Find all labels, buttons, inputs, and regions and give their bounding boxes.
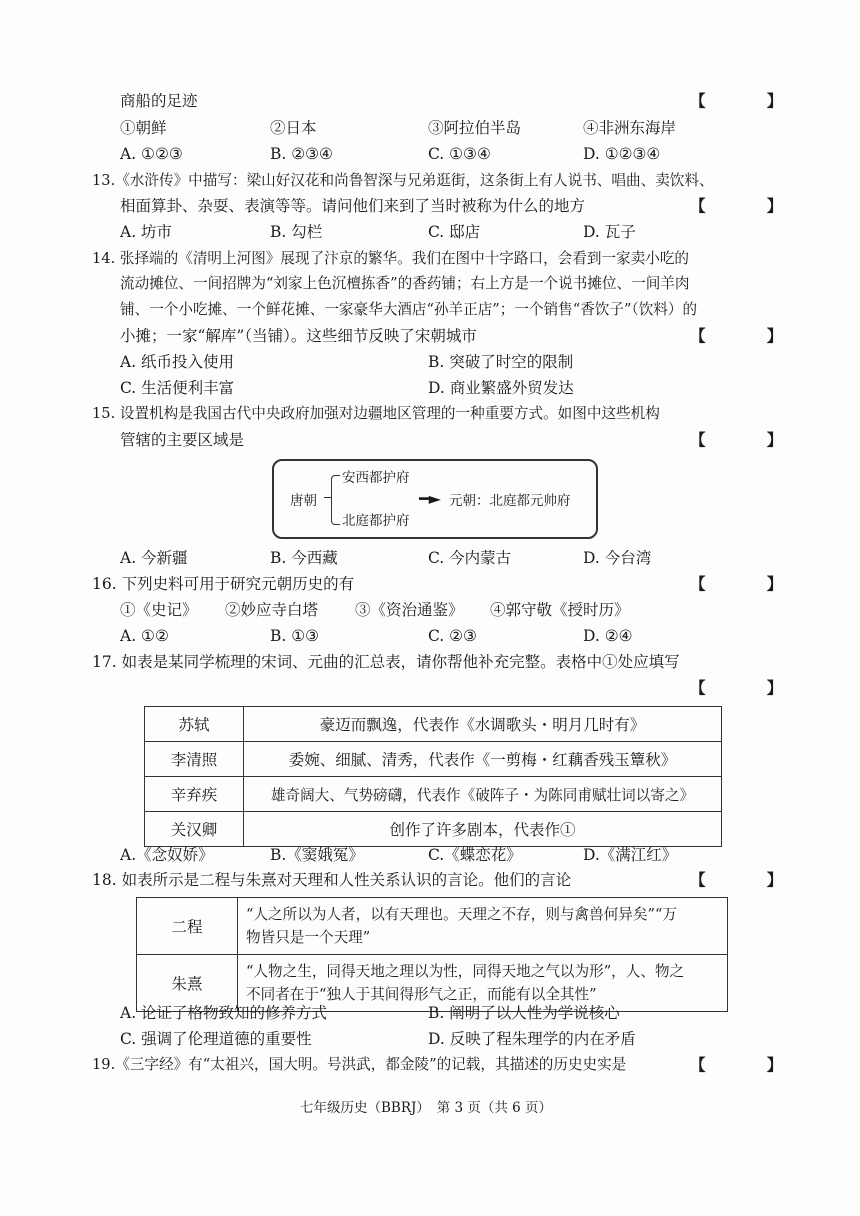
q14-option-a[interactable]: A. 纸币投入使用 — [120, 353, 235, 371]
q17-stem: 17. 如表是某同学梳理的宋词、元曲的汇总表，请你帮他补充完整。表格中①处应填写 — [92, 653, 680, 671]
q15-option-b[interactable]: B. 今西藏 — [270, 549, 338, 567]
q18-option-a[interactable]: A. 论证了格物致知的修养方式 — [120, 1004, 328, 1022]
q15-line-1: 15. 设置机构是我国古代中央政府加强对边疆地区管理的一种重要方式。如图中这些机构 — [92, 405, 660, 422]
q16-stem: 16. 下列史料可用于研究元朝历史的有 — [92, 575, 355, 593]
q17-option-a[interactable]: A.《念奴娇》 — [120, 846, 214, 864]
q12-answer-bracket[interactable]: 【 】 — [690, 91, 811, 110]
q18-option-d[interactable]: D. 反映了程朱理学的内在矛盾 — [428, 1030, 636, 1048]
table-row — [145, 777, 722, 812]
table-row — [145, 742, 722, 777]
diagram-anxi-label: 安西都护府 — [342, 470, 410, 486]
q17-option-b[interactable]: B.《窦娥冤》 — [270, 846, 364, 864]
q13-line-1: 13.《水浒传》中描写：梁山好汉花和尚鲁智深与兄弟逛街，这条街上有人说书、唱曲、卖饮料、 — [92, 172, 714, 189]
table-row — [145, 812, 722, 847]
q14-line-4: 小摊；一家“解库”（当铺）。这些细节反映了宋朝城市 — [120, 327, 477, 345]
q13-option-a[interactable]: A. 坊市 — [120, 223, 173, 241]
q12-item-4: ④非洲东海岸 — [583, 119, 677, 137]
q16-option-b[interactable]: B. ①③ — [270, 627, 320, 645]
poet-description: 创作了许多剧本，代表作① — [244, 812, 722, 847]
q16-option-d[interactable]: D. ②④ — [583, 627, 633, 645]
poet-name: 苏轼 — [145, 707, 244, 742]
q14-option-b[interactable]: B. 突破了时空的限制 — [428, 353, 574, 371]
q17-answer-bracket[interactable]: 【 】 — [690, 678, 811, 697]
q16-item-3: ③《资治通鉴》 — [355, 601, 464, 619]
q18-option-b[interactable]: B. 阐明了以人性为学说核心 — [428, 1004, 620, 1022]
q18-table — [136, 897, 728, 1012]
q14-line-1: 14. 张择端的《清明上河图》展现了汴京的繁华。我们在图中十字路口，会看到一家卖小吃的 — [92, 250, 690, 267]
q12-item-1: ①朝鲜 — [120, 119, 167, 137]
q15-diagram — [272, 459, 598, 539]
q14-option-c[interactable]: C. 生活便利丰富 — [120, 379, 235, 397]
quote-line: 不同者在于“独人于其间得形气之正，而能有以全其性” — [246, 986, 597, 1003]
q12-item-2: ②日本 — [270, 119, 317, 137]
q16-answer-bracket[interactable]: 【 】 — [690, 574, 811, 593]
q16-item-1: ①《史记》 — [120, 601, 198, 619]
scholar-quote — [238, 898, 728, 955]
diagram-tang-label: 唐朝 — [290, 493, 317, 509]
scholar-name: 朱熹 — [137, 955, 238, 1012]
q13-line-2: 相面算卦、杂耍、表演等等。请问他们来到了当时被称为什么的地方 — [120, 197, 586, 215]
q17-option-d[interactable]: D.《满江红》 — [583, 846, 678, 864]
diagram-brace — [331, 475, 340, 525]
diagram-yuan-label: 元朝：北庭都元帅府 — [449, 493, 571, 509]
q15-option-c[interactable]: C. 今内蒙古 — [428, 549, 512, 567]
q16-item-4: ④郭守敬《授时历》 — [490, 601, 630, 619]
q17-option-c[interactable]: C.《蝶恋花》 — [428, 846, 522, 864]
poet-description: 豪迈而飘逸，代表作《水调歌头・明月几时有》 — [244, 707, 722, 742]
q12-stem-end: 商船的足迹 — [120, 92, 198, 110]
q15-option-d[interactable]: D. 今台湾 — [583, 549, 652, 567]
scholar-name: 二程 — [137, 898, 238, 955]
q13-option-b[interactable]: B. 勾栏 — [270, 223, 323, 241]
q15-answer-bracket[interactable]: 【 】 — [690, 430, 811, 449]
q15-option-a[interactable]: A. 今新疆 — [120, 549, 188, 567]
q19-stem: 19.《三字经》有“太祖兴，国大明。号洪武，都金陵”的记载，其描述的历史史实是 — [92, 1056, 627, 1073]
q14-option-d[interactable]: D. 商业繁盛外贸发达 — [428, 379, 574, 397]
poet-name: 辛弃疾 — [145, 777, 244, 812]
q17-table — [144, 706, 722, 847]
quote-line: “人之所以为人者，以有天理也。天理之不存，则与禽兽何异矣”“万 — [246, 906, 678, 923]
arrow-right-icon: ━► — [419, 489, 441, 508]
quote-line: “人物之生，同得天地之理以为性，同得天地之气以为形”，人、物之 — [246, 963, 685, 980]
q15-line-2: 管辖的主要区域是 — [120, 431, 245, 449]
q12-item-3: ③阿拉伯半岛 — [428, 119, 522, 137]
q12-option-d[interactable]: D. ①②③④ — [583, 145, 661, 163]
q18-option-c[interactable]: C. 强调了伦理道德的重要性 — [120, 1030, 312, 1048]
poet-name: 李清照 — [145, 742, 244, 777]
q16-item-2: ②妙应寺白塔 — [225, 601, 319, 619]
q13-answer-bracket[interactable]: 【 】 — [690, 196, 811, 215]
diagram-beiting-label: 北庭都护府 — [342, 513, 410, 529]
table-row — [137, 898, 728, 955]
q14-answer-bracket[interactable]: 【 】 — [690, 326, 811, 345]
q16-option-c[interactable]: C. ②③ — [428, 627, 477, 645]
q12-option-b[interactable]: B. ②③④ — [270, 145, 333, 163]
q16-option-a[interactable]: A. ①② — [120, 627, 169, 645]
page-footer: 七年级历史（BBRJ） 第 3 页（共 6 页） — [300, 1100, 553, 1116]
poet-description: 委婉、细腻、清秀，代表作《一剪梅・红藕香残玉簟秋》 — [244, 742, 722, 777]
q18-answer-bracket[interactable]: 【 】 — [690, 870, 811, 889]
q13-option-c[interactable]: C. 邸店 — [428, 223, 481, 241]
quote-line: 物皆只是一个天理” — [246, 929, 371, 946]
q12-option-a[interactable]: A. ①②③ — [120, 145, 183, 163]
q13-option-d[interactable]: D. 瓦子 — [583, 223, 636, 241]
q14-line-3: 铺、一个小吃摊、一个鲜花摊、一家豪华大酒店“孙羊正店”；一个销售“香饮子”（饮料）的 — [120, 301, 698, 318]
table-row — [145, 707, 722, 742]
q14-line-2: 流动摊位、一间招牌为“刘家上色沉檀拣香”的香药铺；右上方是一个说书摊位、一间羊肉 — [120, 275, 690, 292]
q12-option-c[interactable]: C. ①③④ — [428, 145, 491, 163]
q18-stem: 18. 如表所示是二程与朱熹对天理和人性关系认识的言论。他们的言论 — [92, 871, 572, 889]
poet-name: 关汉卿 — [145, 812, 244, 847]
q19-answer-bracket[interactable]: 【 】 — [690, 1055, 811, 1074]
poet-description: 雄奇阔大、气势磅礴，代表作《破阵子・为陈同甫赋壮词以寄之》 — [244, 777, 722, 812]
